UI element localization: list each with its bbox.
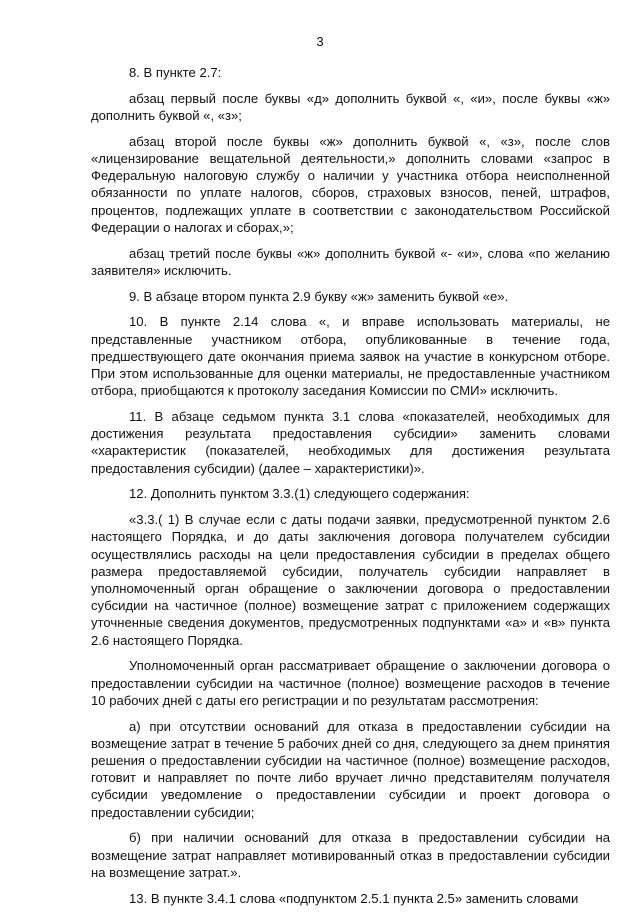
document-body [91,64,610,915]
paragraph-item-9: 9. В абзаце втором пункта 2.9 букву «ж» заменить буквой «е». [129,288,509,304]
paragraph-authority: Уполномоченный орган рассматривает обращение о заключении договора о предоставлении субсидии на частичное (полное) возмещение расходов в течение 10 рабочих дней с даты его регистрации и по результатам рассмотрения: [91,658,610,708]
page-number: 3 [316,34,324,49]
paragraph-item-10: 10. В пункте 2.14 слова «, и вправе использовать материалы, не представленные участником отбора, опубликованные в течение года, предшествующего дате окончания приема заявок на участие в конкурсном отборе. При этом использованные для оценки материалы, не предоставленные участником отбора, приобщаются к протоколу заседания Комиссии по СМИ» исключить. [91,314,610,399]
paragraph-abzac-1: абзац первый после буквы «д» дополнить буквой «, «и», после буквы «ж» дополнить буквой «, «з»; [91,90,610,123]
paragraph-3-3-1: «3.3.( 1) В случае если с даты подачи заявки, предусмотренной пунктом 2.6 настоящего Порядка, и до даты заключения договора получателем субсидии осуществлялись расходы на цели предоставления субсидии в пределах общего размера предоставляемой субсидии, получатель субсидии направляет в уполномоченный орган обращение о заключении договора о предоставлении субсидии на частичное (полное) возмещение затрат с приложением содержащих уточненные сведения документов, предусмотренных подпунктами «а» и «в» пункта 2.6 настоящего Порядка. [91,512,610,648]
paragraph-item-12: 12. Дополнить пунктом 3.3.(1) следующего содержания: [129,486,470,502]
paragraph-abzac-3: абзац третий после буквы «ж» дополнить буквой «- «и», слова «по желанию заявителя» исключить. [91,245,610,278]
paragraph-subitem-b: б) при наличии оснований для отказа в предоставлении субсидии на возмещение затрат направляет мотивированный отказ в предоставлении субсидии на возмещение затрат.». [91,830,610,880]
paragraph-abzac-2: абзац второй после буквы «ж» дополнить буквой «, «з», после слов «лицензирование вещательной деятельности,» дополнить словами «запрос в Федеральную налоговую службу о наличии у участника отбора неисполненной обязанности по уплате налогов, сборов, страховых взносов, пеней, штрафов, процентов, подлежащих уплате в соответствии с законодательством Российской Федерации о налогах и сборах,»; [91,133,610,235]
paragraph-item-8: 8. В пункте 2.7: [129,65,222,80]
paragraph-item-11: 11. В абзаце седьмом пункта 3.1 слова «показателей, необходимых для достижения результата предоставления субсидии» заменить словами «характеристик (показателей, необходимых для достижения результата предоставления субсидии) (далее – характеристики)». [91,409,610,476]
paragraph-item-13: 13. В пункте 3.4.1 слова «подпунктом 2.5.1 пункта 2.5» заменить словами [129,890,579,906]
paragraph-subitem-a: а) при отсутствии оснований для отказа в предоставлении субсидии на возмещение затрат в течение 5 рабочих дней со дня, следующего за днем принятия решения о предоставлении субсидии на частичное (полное) возмещение расходов, готовит и направляет по почте либо вручает лично представителям получателя субсидии уведомление о предоставлении субсидии и проект договора о предоставлении субсидии; [91,718,610,820]
